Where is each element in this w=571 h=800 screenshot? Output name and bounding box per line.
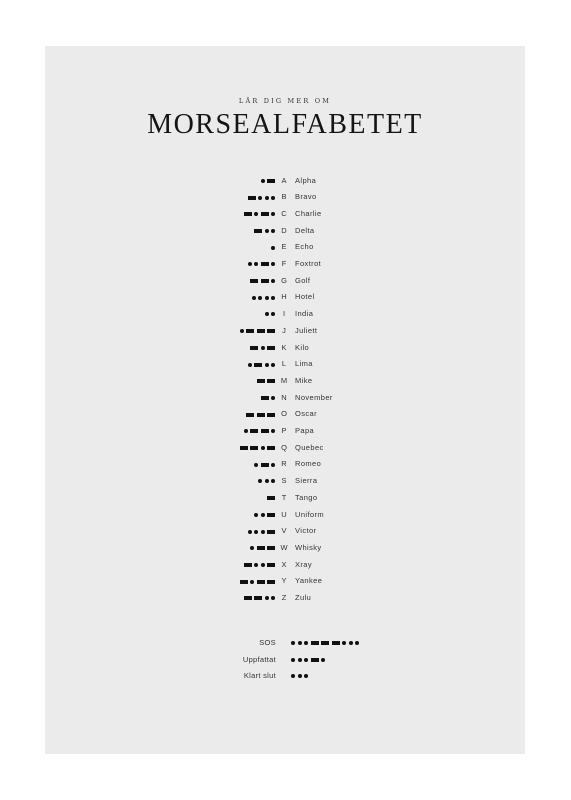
phonetic-word: Tango [295,492,318,502]
morse-letter: B [281,192,287,202]
phonetic-word: Lima [295,359,313,369]
morse-letter: V [281,526,287,536]
phonetic-word: Bravo [295,192,317,202]
phonetic-word: Xray [295,559,313,569]
signal-row [45,652,525,669]
morse-letter: O [281,409,287,419]
phonetic-word: Quebec [295,442,324,452]
signal-list [45,46,525,754]
signal-code [291,668,308,685]
morse-letter: W [280,542,288,552]
phonetic-word: Zulu [295,593,312,602]
phonetic-word: Foxtrot [295,259,322,268]
morse-letter: G [281,275,287,285]
morse-letter: X [281,559,287,569]
morse-letter: Y [281,576,287,586]
morse-dot [298,658,302,662]
signal-row [45,635,525,652]
phonetic-word: Sierra [295,476,318,486]
phonetic-word: Whisky [295,542,322,552]
morse-dot [291,674,295,678]
morse-letter: Q [281,442,287,452]
morse-letter: I [282,309,286,319]
phonetic-word: November [295,392,333,402]
phonetic-word: Yankee [295,576,323,586]
morse-letter: M [280,375,288,385]
morse-letter: U [281,509,287,519]
morse-letter: K [281,342,287,352]
phonetic-word: Hotel [295,292,315,302]
morse-dot [304,674,308,678]
signal-row [45,668,525,685]
phonetic-word: Romeo [295,459,322,469]
morse-dot [291,658,295,662]
morse-letter: C [281,208,287,218]
signal-label: SOS [259,638,276,647]
morse-letter: P [281,426,287,435]
phonetic-word: Mike [295,375,313,385]
phonetic-word: Uniform [295,509,325,519]
morse-dot [342,641,346,645]
morse-dot [298,674,302,678]
signal-label: Klart slut [243,671,276,680]
phonetic-word: Papa [295,426,315,435]
morse-dash [311,641,319,645]
poster [45,46,525,754]
phonetic-word: Kilo [295,342,310,352]
morse-letter: N [281,392,287,402]
morse-dash [311,658,319,662]
morse-dot [291,641,295,645]
phonetic-word: Delta [295,225,315,235]
morse-dash [332,641,340,645]
morse-letter: T [281,492,287,502]
morse-letter: S [281,476,287,486]
morse-dot [321,658,325,662]
morse-letter: R [281,459,287,469]
pre-title: LÄR DIG MER OM [238,97,332,105]
morse-letter: E [281,242,287,252]
phonetic-word: Victor [295,526,317,536]
morse-dash [321,641,329,645]
phonetic-word: Oscar [295,409,318,419]
morse-letter: J [282,325,286,335]
page-title: MORSEALFABETET [147,109,423,140]
signal-code [291,635,359,652]
signal-label: Uppfattat [242,654,276,664]
morse-letter: D [281,225,287,235]
morse-letter: A [281,175,287,185]
morse-dot [304,658,308,662]
phonetic-word: Echo [295,242,314,252]
phonetic-word: Golf [295,275,311,285]
phonetic-word: Alpha [295,175,317,185]
morse-letter: F [281,259,287,268]
morse-dot [355,641,359,645]
morse-dot [349,641,353,645]
phonetic-word: Juliett [295,325,318,335]
morse-dot [298,641,302,645]
morse-letter: Z [281,593,287,602]
phonetic-word: India [295,309,314,319]
phonetic-word: Charlie [295,208,322,218]
morse-letter: L [281,359,287,369]
morse-letter: H [281,292,287,302]
signal-code [291,652,325,669]
morse-dot [304,641,308,645]
